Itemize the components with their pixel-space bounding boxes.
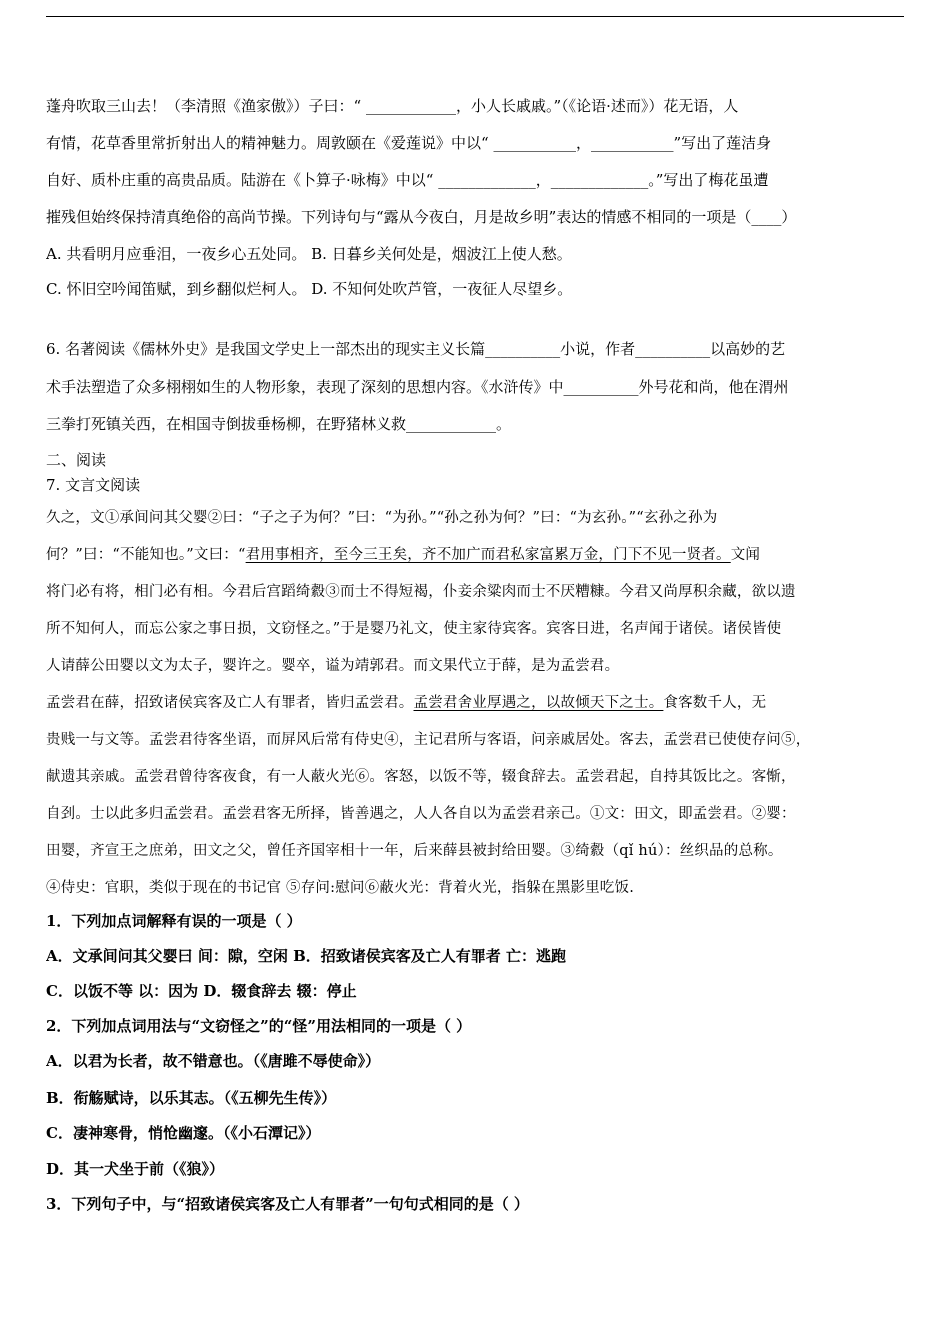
passage-text: 自刭。士以此多归孟尝君。孟尝君客无所择，皆善遇之，人人各自以为孟尝君亲己。①文：田文，即孟尝君。②婴： [46, 806, 796, 822]
question-line: 3．下列句子中，与“招致诸侯宾客及亡人有罪者”一句句式相同的是（ ） [46, 1195, 529, 1213]
option-line: D．其一犬坐于前（《狼》） [46, 1160, 225, 1178]
passage-text: 贵贱一与文等。孟尝君待客坐语，而屏风后常有侍史④，主记君所与客语，问亲戚居处。客去，孟尝君已使使存问⑤， [46, 732, 811, 748]
text-line: 6. 名著阅读《儒林外史》是我国文学史上一部杰出的现实主义长篇__________小说，作者__________以高妙的艺 [46, 340, 786, 358]
passage-line [46, 545, 760, 565]
passage-line [46, 582, 796, 602]
passage-line [46, 508, 717, 528]
text-line: 自好、质朴庄重的高贵品质。陆游在《卜算子·咏梅》中以“ _____________，_____________。”写出了梅花虽遭 [46, 171, 769, 189]
option-line: A．以君为长者，故不错意也。（《唐雎不辱使命》） [46, 1052, 381, 1070]
passage-line [46, 804, 796, 824]
option-line: A. 共看明月应垂泪，一夜乡心五处同。 B. 日暮乡关何处是，烟波江上使人愁。 [46, 245, 572, 263]
passage-text: ④侍史：官职，类似于现在的书记官 ⑤存问:慰问⑥蔽火光：背着火光，指躲在黑影里吃饭. [46, 880, 634, 896]
question-line: 1．下列加点词解释有误的一项是（ ） [46, 912, 302, 930]
passage-text: 将门必有将，相门必有相。今君后宫蹈绮縠③而士不得短褐，仆妾余粱肉而士不厌糟糠。今君又尚厚积余藏，欲以遗 [46, 584, 796, 600]
passage-line [46, 619, 781, 639]
option-line: C．凄神寒骨，悄怆幽邃。（《小石潭记》） [46, 1124, 321, 1142]
passage-text: 何？”曰：“不能知也。”文曰：“ [46, 547, 246, 563]
passage-text: 久之，文①承间问其父婴②曰：“子之子为何？”曰：“为孙。”“孙之孙为何？”曰：“为玄孙。”“玄孙之孙为 [46, 510, 718, 526]
passage-text: 孟尝君在薛，招致诸侯宾客及亡人有罪者，皆归孟尝君。 [46, 695, 414, 711]
passage-text: 田婴，齐宣王之庶弟，田文之父，曾任齐国宰相十一年，后来薛县被封给田婴。③绮縠（qǐ hú）：丝织品的总称。 [46, 843, 783, 859]
passage-text: 食客数千人，无 [663, 695, 767, 711]
option-line: B．衔觞赋诗，以乐其志。（《五柳先生传》） [46, 1089, 337, 1107]
text-line: 三拳打死镇关西，在相国寺倒拔垂杨柳，在野猪林义救____________。 [46, 415, 512, 433]
passage-line [46, 878, 634, 898]
section-heading: 二、阅读 [46, 451, 107, 469]
passage-text: 献遗其亲戚。孟尝君曾待客夜食，有一人蔽火光⑥。客怒，以饭不等，辍食辞去。孟尝君起，自持其饭比之。客惭， [46, 769, 796, 785]
text-line: 术手法塑造了众多栩栩如生的人物形象，表现了深刻的思想内容。《水浒传》中__________外号花和尚，他在渭州 [46, 378, 789, 396]
passage-text: 所不知何人，而忘公家之事日损，文窃怪之。”于是婴乃礼文，使主家待宾客。宾客日进，名声闻于诸侯。诸侯皆使 [46, 621, 782, 637]
passage-line [46, 730, 810, 750]
option-line: A．文承间问其父婴曰 间：隙，空闲 B．招致诸侯宾客及亡人有罪者 亡：逃跑 [46, 947, 566, 965]
underlined-sentence: 君用事相齐，至今三王矣，齐不加广而君私家富累万金，门下不见一贤者。 [245, 547, 731, 563]
subsection-heading: 7. 文言文阅读 [46, 476, 141, 494]
passage-line [46, 693, 766, 713]
passage-line [46, 841, 783, 861]
text-line: 蓬舟吹取三山去！（李清照《渔家傲》）子曰：“ ____________，小人长戚戚。”（《论语·述而》）花无语，人 [46, 97, 739, 115]
text-line: 有情，花草香里常折射出人的精神魅力。周敦颐在《爱莲说》中以“ ___________，___________”写出了莲洁身 [46, 134, 772, 152]
passage-text: 文闻 [730, 547, 761, 563]
passage-line [46, 656, 619, 676]
option-line: C. 怀旧空吟闻笛赋，到乡翻似烂柯人。 D. 不知何处吹芦管，一夜征人尽望乡。 [46, 280, 573, 298]
question-line: 2．下列加点词用法与“文窃怪之”的“怪”用法相同的一项是（ ） [46, 1017, 472, 1035]
underlined-sentence: 孟尝君舍业厚遇之，以故倾天下之士。 [413, 695, 664, 711]
passage-text: 人请薛公田婴以文为太子，婴许之。婴卒，谥为靖郭君。而文果代立于薛，是为孟尝君。 [46, 658, 620, 674]
passage-line [46, 767, 796, 787]
text-line: 摧残但始终保持清真绝俗的高尚节操。下列诗句与“露从今夜白，月是故乡明”表达的情感不相同的一项是（____） [46, 208, 797, 226]
option-line: C．以饭不等 以：因为 D．辍食辞去 辍：停止 [46, 982, 357, 1000]
header-rule [46, 16, 904, 17]
